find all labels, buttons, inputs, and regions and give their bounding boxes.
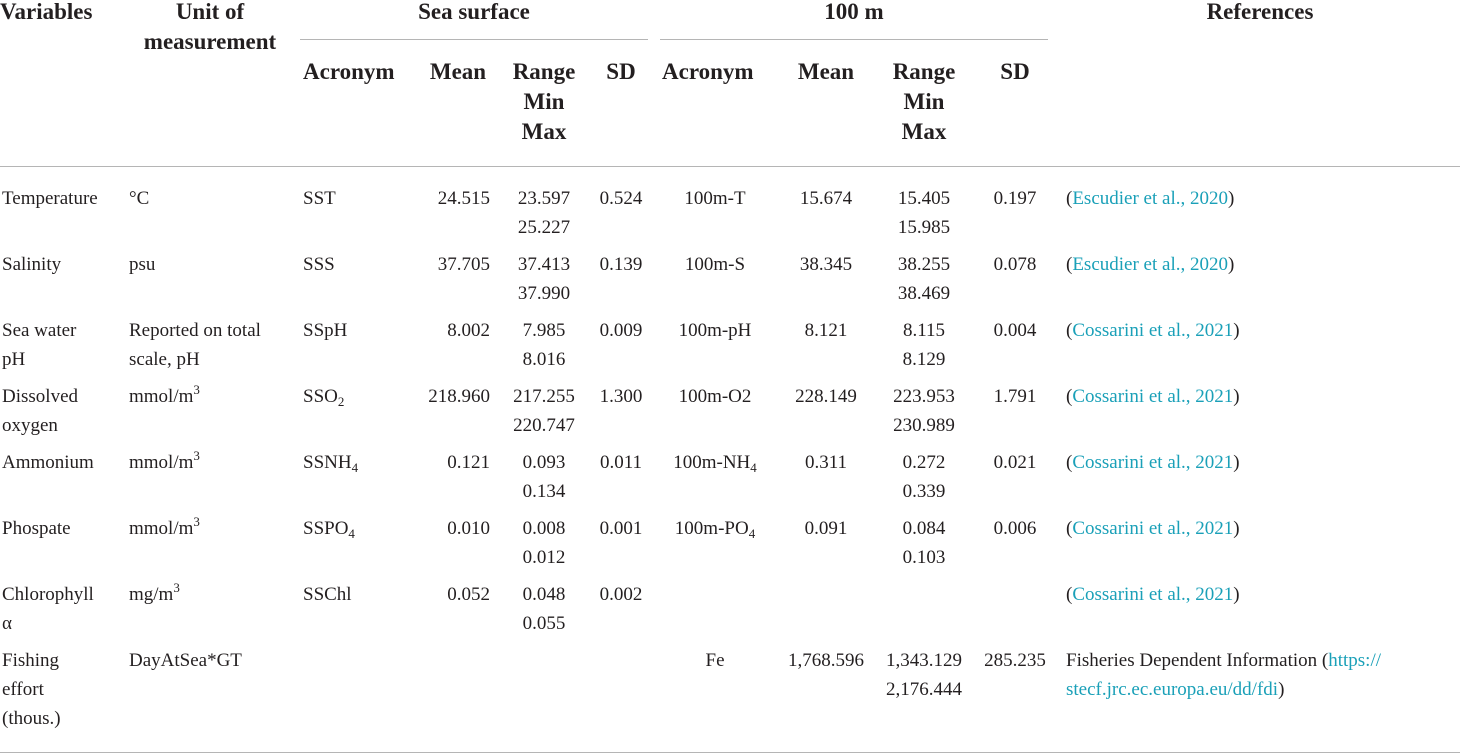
subheader-acronym-ss: Acronym <box>303 59 395 84</box>
ss-range-line: 8.016 <box>522 349 566 370</box>
ss-sd: 0.002 <box>599 584 643 605</box>
header-sea-surface: Sea surface <box>418 0 530 24</box>
unit-sup: 3 <box>193 514 200 529</box>
m-range-line: 0.103 <box>902 547 946 568</box>
reference-link[interactable]: https:// <box>1328 650 1382 671</box>
cell-ss-sd <box>596 382 646 411</box>
unit-line: psu <box>129 254 156 275</box>
subheader-acronym-100m: Acronym <box>662 59 754 84</box>
reference-close: ) <box>1227 188 1235 209</box>
reference-line <box>1066 675 1381 704</box>
reference-link[interactable]: Cossarini et al., 2021 <box>1072 584 1234 605</box>
cell-variable <box>2 514 71 543</box>
variable-line: Sea water <box>2 320 77 341</box>
m-acronym: 100m-pH <box>678 320 752 341</box>
ss-mean: 24.515 <box>437 188 490 209</box>
cell-ss-range <box>500 316 588 374</box>
m-range-line: 2,176.444 <box>886 679 962 700</box>
variable-line: α <box>2 613 12 634</box>
header-variables: Variables <box>0 0 93 24</box>
cell-ss-mean <box>400 382 490 411</box>
cell-unit <box>129 514 200 543</box>
m-sd: 0.197 <box>993 188 1037 209</box>
cell-100m-acronym <box>660 514 770 543</box>
cell-variable <box>2 448 94 477</box>
ss-acronym: SSO <box>303 386 338 407</box>
ss-acronym: SST <box>303 188 336 209</box>
unit: mmol/m <box>129 386 194 407</box>
reference-close: ) <box>1233 386 1240 407</box>
reference-close: ) <box>1233 452 1240 473</box>
cell-unit <box>129 580 180 609</box>
subheader-range-100m: Range Min Max <box>892 59 956 144</box>
cell-100m-acronym <box>660 316 770 345</box>
cell-100m-sd <box>976 382 1054 411</box>
cell-100m-sd <box>976 184 1054 213</box>
reference-open: ( <box>1066 188 1073 209</box>
m-sd: 0.021 <box>993 452 1037 473</box>
unit-line: DayAtSea*GT <box>129 650 242 671</box>
ss-range-line: 0.008 <box>522 518 566 539</box>
cell-ss-mean <box>400 514 490 543</box>
m-range-line: 8.129 <box>902 349 946 370</box>
ss-sd: 0.139 <box>599 254 643 275</box>
reference-link[interactable]: Cossarini et al., 2021 <box>1072 452 1234 473</box>
cell-100m-range <box>880 448 968 506</box>
cell-100m-mean <box>770 250 882 279</box>
m-range-line: 223.953 <box>893 386 955 407</box>
m-sd: 1.791 <box>993 386 1037 407</box>
cell-100m-acronym <box>660 184 770 213</box>
cell-ss-acronym <box>303 184 336 213</box>
cell-100m-range <box>880 184 968 242</box>
variable-line: Salinity <box>2 254 62 275</box>
cell-ss-sd <box>596 184 646 213</box>
m-acronym: 100m-O2 <box>678 386 752 407</box>
reference-text: Fisheries Dependent Information ( <box>1066 650 1329 671</box>
variable-line: effort <box>2 679 44 700</box>
variable-line: Fishing <box>2 650 60 671</box>
cell-reference <box>1066 448 1240 477</box>
cell-reference <box>1066 382 1240 411</box>
variable-line: Chlorophyll <box>2 584 94 605</box>
m-mean: 15.674 <box>799 188 853 209</box>
cell-reference <box>1066 184 1234 213</box>
m-acronym: 100m-T <box>684 188 746 209</box>
header-100m: 100 m <box>824 0 884 24</box>
cell-ss-mean <box>400 448 490 477</box>
m-range-line: 38.255 <box>897 254 951 275</box>
cell-unit <box>129 250 155 279</box>
ss-sd: 1.300 <box>599 386 643 407</box>
reference-link[interactable]: Cossarini et al., 2021 <box>1072 518 1234 539</box>
cell-reference <box>1066 514 1240 543</box>
reference-close: ) <box>1233 584 1240 605</box>
variable-line: Ammonium <box>2 452 94 473</box>
cell-ss-acronym <box>303 514 355 543</box>
ss-mean: 0.121 <box>447 452 490 473</box>
cell-variable <box>2 250 61 279</box>
cell-ss-range <box>500 184 588 242</box>
cell-100m-mean <box>770 382 882 411</box>
m-acronym: 100m-PO <box>674 518 749 539</box>
cell-reference <box>1066 250 1234 279</box>
unit-line: °C <box>129 188 150 209</box>
cell-unit <box>129 448 200 477</box>
ss-range-line: 0.134 <box>522 481 566 502</box>
m-acronym-sub: 4 <box>750 460 757 475</box>
header-references: References <box>1206 0 1314 24</box>
m-mean: 8.121 <box>804 320 848 341</box>
reference-link[interactable]: Escudier et al., 2020 <box>1072 254 1228 275</box>
ss-mean: 0.052 <box>447 584 490 605</box>
m-sd: 285.235 <box>984 650 1046 671</box>
m-mean: 1,768.596 <box>788 650 864 671</box>
reference-line <box>1066 646 1381 675</box>
cell-100m-mean <box>770 448 882 477</box>
cell-variable <box>2 382 78 440</box>
cell-unit <box>129 646 242 675</box>
m-acronym: 100m-S <box>684 254 746 275</box>
ss-range-line: 23.597 <box>517 188 571 209</box>
subheader-mean-100m: Mean <box>797 59 855 84</box>
ss-mean: 0.010 <box>447 518 490 539</box>
unit-line: Reported on total <box>129 320 261 341</box>
ss-range-line: 37.990 <box>517 283 571 304</box>
subheader-range-ss: Range Min Max <box>512 59 576 144</box>
subheader-mean-ss: Mean <box>429 59 487 84</box>
cell-ss-range <box>500 448 588 506</box>
cell-100m-sd <box>976 646 1054 675</box>
reference-open: ( <box>1066 320 1073 341</box>
cell-100m-sd <box>976 448 1054 477</box>
ss-range-line: 0.055 <box>522 613 566 634</box>
cell-ss-range <box>500 250 588 308</box>
cell-ss-mean <box>400 184 490 213</box>
ss-mean: 218.960 <box>428 386 490 407</box>
m-acronym: 100m-NH <box>673 452 751 473</box>
ss-range-line: 217.255 <box>513 386 575 407</box>
variable-line: pH <box>2 349 26 370</box>
reference-close: ) <box>1278 679 1285 700</box>
m-acronym: Fe <box>705 650 725 671</box>
cell-100m-acronym <box>660 448 770 477</box>
ss-range-line: 0.012 <box>522 547 566 568</box>
cell-variable <box>2 184 98 213</box>
divider-100m <box>660 39 1048 40</box>
cell-unit <box>129 184 149 213</box>
cell-variable <box>2 646 61 733</box>
ss-acronym: SSChl <box>303 584 352 605</box>
cell-100m-range <box>880 646 968 704</box>
reference-open: ( <box>1066 518 1073 539</box>
ss-mean: 8.002 <box>447 320 490 341</box>
m-mean: 0.091 <box>804 518 848 539</box>
subheader-sd-100m: SD <box>1000 59 1030 84</box>
cell-ss-range <box>500 580 588 638</box>
m-range-line: 8.115 <box>902 320 946 341</box>
subheader-sd-ss: SD <box>606 59 636 84</box>
m-sd: 0.006 <box>993 518 1037 539</box>
cell-reference <box>1066 580 1240 609</box>
unit: mmol/m <box>129 452 194 473</box>
ss-range-line: 37.413 <box>517 254 571 275</box>
m-acronym-sub: 4 <box>748 526 756 541</box>
cell-100m-acronym <box>660 382 770 411</box>
cell-reference <box>1066 316 1240 345</box>
cell-100m-range <box>880 382 968 440</box>
cell-ss-range <box>500 382 588 440</box>
cell-ss-mean <box>400 316 490 345</box>
cell-unit <box>129 382 200 411</box>
cell-100m-sd <box>976 514 1054 543</box>
header-rule <box>0 166 1460 167</box>
unit-sup: 3 <box>173 580 180 595</box>
reference-close: ) <box>1233 320 1240 341</box>
cell-ss-acronym <box>303 448 358 477</box>
m-mean: 0.311 <box>804 452 848 473</box>
ss-mean: 37.705 <box>437 254 490 275</box>
cell-variable <box>2 316 76 374</box>
cell-100m-acronym <box>660 250 770 279</box>
reference-close: ) <box>1233 518 1240 539</box>
cell-100m-mean <box>770 514 882 543</box>
cell-100m-mean <box>770 316 882 345</box>
cell-variable <box>2 580 94 638</box>
cell-ss-sd <box>596 514 646 543</box>
bottom-rule <box>0 752 1460 753</box>
unit: mg/m <box>129 584 174 605</box>
unit: mmol/m <box>129 518 194 539</box>
reference-open: ( <box>1066 254 1073 275</box>
cell-100m-mean <box>770 646 882 675</box>
ss-sd: 0.524 <box>599 188 643 209</box>
ss-acronym: SSNH <box>303 452 352 473</box>
ss-sd: 0.011 <box>599 452 643 473</box>
ss-sd: 0.009 <box>599 320 643 341</box>
m-range-line: 1,343.129 <box>886 650 962 671</box>
m-range-line: 15.405 <box>897 188 951 209</box>
reference-close: ) <box>1227 254 1235 275</box>
cell-ss-sd <box>596 316 646 345</box>
m-sd: 0.078 <box>993 254 1037 275</box>
unit-line: scale, pH <box>129 349 200 370</box>
variable-line: Phospate <box>2 518 71 539</box>
cell-ss-mean <box>400 250 490 279</box>
cell-reference <box>1066 646 1381 704</box>
m-range-line: 0.339 <box>902 481 946 502</box>
cell-ss-acronym <box>303 382 344 411</box>
variable-line: Dissolved <box>2 386 78 407</box>
reference-link[interactable]: Cossarini et al., 2021 <box>1072 386 1234 407</box>
cell-unit <box>129 316 261 374</box>
reference-link[interactable]: stecf.jrc.ec.europa.eu/dd/fdi <box>1066 679 1279 700</box>
unit-sup: 3 <box>193 382 200 397</box>
ss-range-line: 0.093 <box>522 452 566 473</box>
reference-link[interactable]: Escudier et al., 2020 <box>1072 188 1228 209</box>
m-range-line: 38.469 <box>897 283 951 304</box>
ss-range-line: 25.227 <box>517 217 571 238</box>
variable-line: Temperature <box>2 188 98 209</box>
ss-acronym: SSS <box>303 254 335 275</box>
ss-acronym: SSPO <box>303 518 349 539</box>
cell-ss-acronym <box>303 316 347 345</box>
cell-100m-range <box>880 514 968 572</box>
ss-acronym-sub: 4 <box>351 460 359 475</box>
cell-100m-range <box>880 250 968 308</box>
header-unit: Unit of measurement <box>143 0 277 54</box>
m-sd: 0.004 <box>993 320 1037 341</box>
cell-100m-mean <box>770 184 882 213</box>
cell-100m-sd <box>976 316 1054 345</box>
cell-100m-range <box>880 316 968 374</box>
m-range-line: 230.989 <box>893 415 955 436</box>
variable-line: (thous.) <box>2 708 61 729</box>
ss-acronym-sub: 4 <box>348 526 355 541</box>
cell-ss-sd <box>596 580 646 609</box>
unit-sup: 3 <box>193 448 200 463</box>
cell-ss-sd <box>596 250 646 279</box>
cell-100m-acronym <box>660 646 770 675</box>
cell-100m-sd <box>976 250 1054 279</box>
cell-ss-acronym <box>303 580 352 609</box>
cell-ss-range <box>500 514 588 572</box>
cell-ss-acronym <box>303 250 335 279</box>
ss-range-line: 7.985 <box>522 320 566 341</box>
reference-open: ( <box>1066 584 1073 605</box>
ss-acronym: SSpH <box>303 320 348 341</box>
m-range-line: 0.084 <box>902 518 946 539</box>
ss-sd: 0.001 <box>599 518 643 539</box>
ss-range-line: 220.747 <box>513 415 575 436</box>
reference-link[interactable]: Cossarini et al., 2021 <box>1072 320 1234 341</box>
m-mean: 228.149 <box>795 386 857 407</box>
cell-ss-sd <box>596 448 646 477</box>
reference-open: ( <box>1066 386 1073 407</box>
m-mean: 38.345 <box>799 254 853 275</box>
m-range-line: 0.272 <box>902 452 946 473</box>
m-range-line: 15.985 <box>897 217 951 238</box>
reference-open: ( <box>1066 452 1073 473</box>
ss-acronym-sub: 2 <box>337 394 345 409</box>
divider-sea-surface <box>300 39 648 40</box>
ss-range-line: 0.048 <box>522 584 566 605</box>
variable-line: oxygen <box>2 415 58 436</box>
cell-ss-mean <box>400 580 490 609</box>
